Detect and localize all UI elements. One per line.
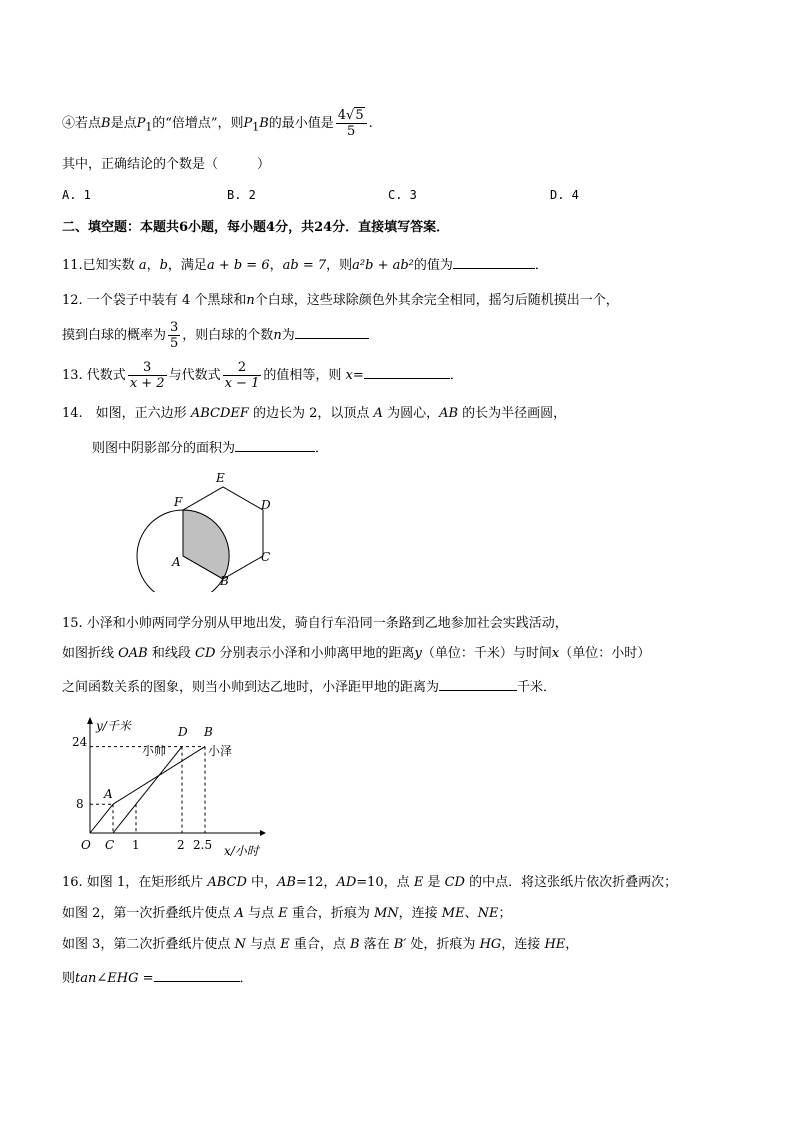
distance-time-graph — [62, 714, 272, 862]
text: 的最小值是 — [268, 116, 334, 131]
label-xiaoze: 小泽 — [208, 744, 233, 758]
var: n — [246, 293, 255, 308]
answer-blank[interactable] — [453, 254, 535, 269]
text: 13. 代数式 — [62, 368, 126, 383]
text: 为圆心， — [382, 406, 440, 421]
subscript: 1 — [252, 120, 260, 134]
point-a-label: A — [104, 787, 113, 801]
question-12-line1 — [62, 291, 619, 311]
var: x — [345, 368, 353, 383]
point-b-label: B — [204, 725, 213, 739]
text: 则图中阴影部分的面积为 — [92, 441, 236, 456]
text: ． — [449, 368, 463, 383]
text: ， — [269, 258, 283, 273]
x-axis-arrow — [260, 830, 266, 836]
text: 16. 如图 1，在矩形纸片 — [62, 875, 208, 890]
var: E — [280, 937, 290, 952]
question-16-line2 — [62, 904, 512, 924]
x-axis-label: x/小时 — [224, 844, 259, 858]
text: ，则白球的个数 — [182, 328, 274, 343]
label-a: A — [172, 555, 181, 569]
option-a: A. 1 — [62, 188, 91, 202]
var: A — [373, 406, 383, 421]
var: b — [159, 258, 168, 273]
den: 5 — [347, 124, 356, 139]
text: ， — [146, 258, 160, 273]
answer-blank[interactable] — [154, 967, 240, 982]
condition: a + b = 6 — [206, 258, 270, 273]
text: ． — [315, 441, 329, 456]
var: ME — [441, 906, 465, 921]
y-axis-arrow — [87, 717, 93, 724]
shaded-sector — [183, 510, 229, 579]
text: ． — [534, 258, 548, 273]
text: 处，折痕为 — [406, 937, 480, 952]
text: ，满足 — [167, 258, 207, 273]
question-15-line3 — [62, 676, 556, 698]
var: ABCD — [207, 875, 247, 890]
var: B — [259, 116, 269, 131]
origin-label: O — [81, 838, 91, 852]
var: OAB — [118, 646, 148, 661]
var: A — [234, 906, 244, 921]
text: 重合，点 — [289, 937, 350, 952]
var: CD — [195, 646, 216, 661]
text: （单位：千米）与时间 — [421, 646, 552, 661]
var: HE — [544, 937, 566, 952]
var: B — [101, 116, 111, 131]
den: 5 — [170, 336, 179, 351]
x-tick-2-5: 2.5 — [193, 838, 213, 852]
y-axis-label: y/千米 — [96, 719, 131, 733]
var: AB — [277, 875, 296, 890]
var: x — [551, 646, 560, 661]
answer-blank[interactable] — [295, 324, 369, 339]
var: AB — [439, 406, 459, 421]
condition: ab = 7 — [282, 258, 327, 273]
text: ，连接 — [501, 937, 545, 952]
question-14-line2 — [92, 437, 328, 459]
den: x − 1 — [224, 376, 260, 391]
text: 如图 2，第一次折叠纸片使点 — [62, 906, 235, 921]
question-16-line1 — [62, 873, 677, 893]
var: HG — [479, 937, 502, 952]
label-e: E — [216, 471, 225, 485]
text: = — [352, 368, 364, 383]
text: 是 — [423, 875, 445, 890]
answer-blank[interactable] — [235, 437, 315, 452]
text: 如图折线 — [62, 646, 119, 661]
text: =12， — [296, 875, 337, 890]
text: 的边长为 2，以顶点 — [248, 406, 374, 421]
var: NE — [477, 906, 499, 921]
var: E — [278, 906, 288, 921]
expression: tan∠EHG = — [75, 971, 154, 986]
y-tick-8: 8 — [76, 797, 84, 811]
var: B — [349, 937, 360, 952]
text: 与代数式 — [168, 368, 221, 383]
num: 3 — [170, 320, 179, 335]
text: 的值为 — [413, 258, 453, 273]
text: 11.已知实数 — [62, 258, 139, 273]
num: 2 — [223, 360, 262, 376]
num: 3 — [128, 360, 167, 376]
fraction: $\frac{4√5}{5}$ — [336, 108, 367, 139]
var: y — [414, 646, 422, 661]
question-15-line2 — [62, 644, 650, 664]
text: ． — [239, 971, 253, 986]
label-f: F — [174, 495, 183, 509]
text: 摸到白球的概率为 — [62, 328, 167, 343]
var: E — [413, 875, 424, 890]
label-xiaoshuai: 小帅 — [142, 744, 167, 758]
var: AD — [336, 875, 357, 890]
den: x + 2 — [129, 376, 165, 391]
question-16-line4 — [62, 967, 253, 989]
text: 的中点．将这张纸片依次折叠两次； — [464, 875, 678, 890]
var: ABCDEF — [190, 406, 249, 421]
text: 千米． — [517, 680, 557, 695]
text: 14. 如图，正六边形 — [62, 406, 191, 421]
answer-blank[interactable] — [364, 364, 450, 379]
var: P — [243, 116, 253, 131]
text: （单位：小时） — [559, 646, 651, 661]
text: 是点 — [110, 116, 137, 131]
series-xiaoze-segment — [90, 804, 113, 833]
count-question: 其中，正确结论的个数是（ ） — [62, 157, 271, 172]
text: 之间函数关系的图象，则当小帅到达乙地时，小泽距甲地的距离为 — [62, 680, 440, 695]
text: =10，点 — [356, 875, 414, 890]
expression: a²b + ab² — [352, 258, 414, 273]
point-d-label: D — [178, 725, 188, 739]
text: 的“倍增点”，则 — [152, 116, 244, 131]
var: n — [273, 328, 282, 343]
label-c: C — [261, 550, 271, 564]
fraction — [168, 320, 180, 351]
text: 的长为半径画圆， — [458, 406, 567, 421]
text: 重合，折痕为 — [287, 906, 374, 921]
text: 落在 — [359, 937, 394, 952]
text: 中， — [246, 875, 278, 890]
option-c: C. 3 — [388, 188, 417, 202]
fraction — [128, 360, 167, 391]
text: 与点 — [245, 937, 281, 952]
var: P — [136, 116, 146, 131]
option-b: B. 2 — [227, 188, 256, 202]
x-tick-2: 2 — [177, 838, 185, 852]
question-12-line2 — [62, 320, 369, 351]
answer-blank[interactable] — [439, 676, 517, 691]
label-d: D — [261, 498, 271, 512]
var: B′ — [393, 937, 407, 952]
x-tick-1: 1 — [132, 838, 140, 852]
text: 个白球，这些球除颜色外其余完全相同，摇匀后随机摸出一个， — [254, 293, 619, 308]
text: 和线段 — [147, 646, 196, 661]
text: 如图 3，第二次折叠纸片使点 — [62, 937, 235, 952]
section-heading: 二、填空题：本题共6小题，每小题4分，共24分．直接填写答案． — [62, 220, 450, 235]
hexagon-circle-figure — [130, 462, 290, 592]
radicand: 5 — [355, 108, 364, 123]
text: 为 — [281, 328, 295, 343]
question-15-line1: 15. 小泽和小帅两同学分别从甲地出发，骑自行车沿同一条路到乙地参加社会实践活动， — [62, 616, 568, 631]
text: ； — [498, 906, 512, 921]
text: 、 — [464, 906, 478, 921]
series-xiaoshuai-segment — [113, 747, 182, 833]
question-14-line1 — [62, 404, 566, 424]
question-11 — [62, 254, 548, 276]
text: 12. 一个袋子中装有 4 个黑球和 — [62, 293, 247, 308]
text: ，则 — [326, 258, 353, 273]
subscript: 1 — [145, 120, 153, 134]
fraction — [223, 360, 262, 391]
question-16-line3 — [62, 935, 578, 955]
num: 4 — [337, 108, 347, 123]
question-4-statement — [62, 108, 373, 139]
text: 与点 — [243, 906, 279, 921]
text: 则 — [62, 971, 76, 986]
text: 的值相等，则 — [263, 368, 346, 383]
text: ，连接 — [398, 906, 442, 921]
var: MN — [373, 906, 399, 921]
var: N — [234, 937, 246, 952]
option-d: D. 4 — [550, 188, 579, 202]
question-13 — [62, 360, 463, 391]
text: 分别表示小泽和小帅离甲地的距离 — [215, 646, 415, 661]
var: a — [138, 258, 147, 273]
x-tick-c: C — [105, 838, 115, 852]
text: 若点 — [75, 116, 102, 131]
y-tick-24: 24 — [72, 735, 88, 749]
label-b: B — [220, 574, 229, 588]
var: CD — [444, 875, 465, 890]
text: . — [368, 116, 373, 131]
circled-number: ④ — [62, 116, 76, 131]
text: ， — [565, 937, 579, 952]
